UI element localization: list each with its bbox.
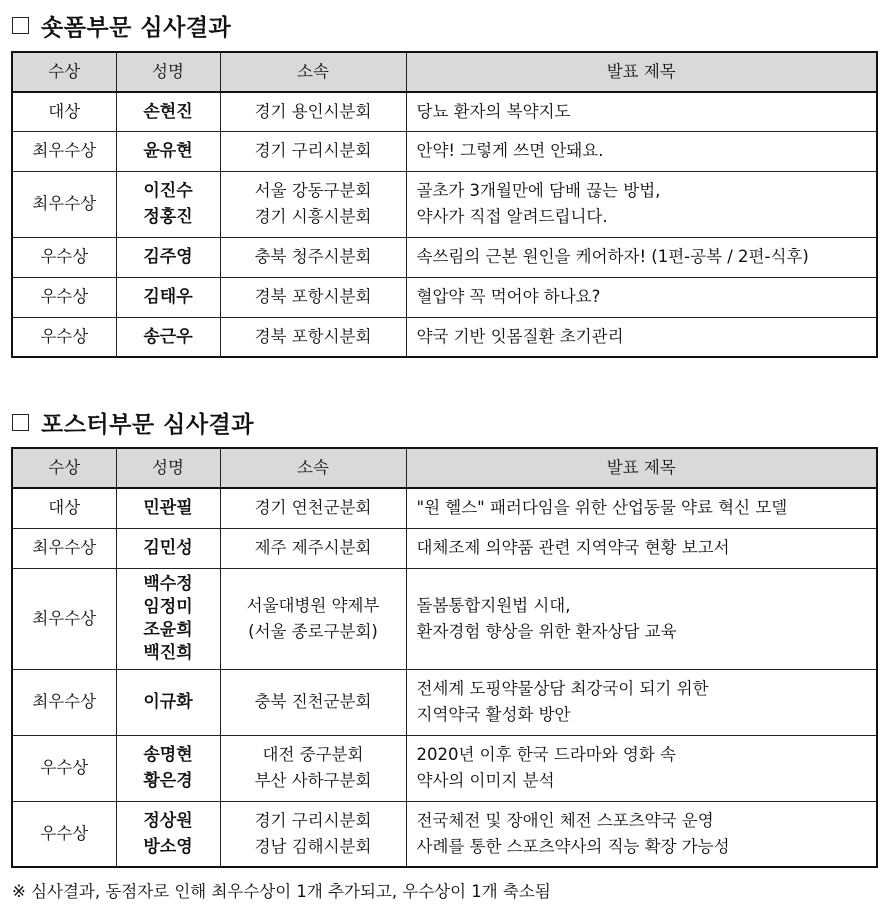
name-cell-line: 백진희 bbox=[143, 642, 193, 663]
name-cell bbox=[116, 488, 220, 528]
name-cell-line: 방소영 bbox=[143, 836, 193, 857]
affiliation-cell bbox=[220, 669, 406, 735]
title-cell-line: 속쓰림의 근본 원인을 케어하자! (1편-공복 / 2편-식후) bbox=[416, 247, 809, 266]
poster-results-table bbox=[11, 447, 878, 868]
table-row bbox=[12, 171, 877, 237]
checkbox-square-icon bbox=[12, 17, 29, 34]
header-name: 성명 bbox=[116, 448, 220, 488]
footnote: ※ 심사결과, 동점자로 인해 최우수상이 1개 추가되고, 우수상이 1개 축소됨 bbox=[12, 882, 551, 901]
shorts-results-table bbox=[11, 51, 878, 358]
affiliation-cell-line: 서울대병원 약제부 bbox=[246, 595, 380, 615]
affiliation-cell-line: 충북 청주시분회 bbox=[254, 247, 372, 266]
title-cell bbox=[406, 131, 877, 171]
title-cell-line: 2020년 이후 한국 드라마와 영화 속 bbox=[416, 745, 676, 764]
name-cell bbox=[116, 735, 220, 801]
award-cell: 우수상 bbox=[12, 801, 116, 867]
table-row bbox=[12, 317, 877, 357]
name-cell-line: 윤유현 bbox=[143, 141, 193, 161]
title-cell-line: 환자경험 향상을 위한 환자상담 교육 bbox=[416, 621, 677, 641]
table-row bbox=[12, 488, 877, 528]
name-cell-line: 조윤희 bbox=[143, 619, 193, 640]
title-cell bbox=[406, 528, 877, 568]
award-cell: 우수상 bbox=[12, 277, 116, 317]
award-cell: 최우수상 bbox=[12, 171, 116, 237]
affiliation-cell bbox=[220, 488, 406, 528]
award-cell: 최우수상 bbox=[12, 131, 116, 171]
header-award: 수상 bbox=[12, 448, 116, 488]
name-cell bbox=[116, 801, 220, 867]
affiliation-cell-line: 대전 중구분회 bbox=[262, 745, 364, 764]
award-cell: 우수상 bbox=[12, 237, 116, 277]
name-cell-line: 손현진 bbox=[143, 101, 193, 122]
title-cell-line: "원 헬스" 패러다임을 위한 산업동물 약료 혁신 모델 bbox=[416, 498, 788, 518]
name-cell-line: 황은경 bbox=[143, 771, 193, 791]
title-cell bbox=[406, 669, 877, 735]
title-cell bbox=[406, 488, 877, 528]
name-cell-line: 송명현 bbox=[143, 745, 193, 765]
name-cell-line: 김태우 bbox=[143, 287, 193, 307]
name-cell bbox=[116, 669, 220, 735]
affiliation-cell bbox=[220, 568, 406, 669]
name-cell bbox=[116, 171, 220, 237]
header-title: 발표 제목 bbox=[406, 52, 877, 92]
title-cell-line: 지역약국 활성화 방안 bbox=[416, 705, 571, 724]
table-row bbox=[12, 131, 877, 171]
award-cell: 최우수상 bbox=[12, 568, 116, 669]
table-row bbox=[12, 568, 877, 669]
title-cell-line: 골초가 3개월만에 담배 끊는 방법, bbox=[416, 181, 661, 200]
table-row bbox=[12, 92, 877, 131]
affiliation-cell-line: 서울 강동구분회 bbox=[254, 181, 372, 200]
affiliation-cell-line: 충북 진천군분회 bbox=[254, 692, 372, 711]
affiliation-cell-line: 경기 구리시분회 bbox=[254, 141, 372, 160]
title-cell bbox=[406, 92, 877, 131]
header-affiliation: 소속 bbox=[220, 448, 406, 488]
affiliation-cell-line: 경북 포항시분회 bbox=[254, 287, 372, 306]
name-cell-line: 정홍진 bbox=[143, 207, 193, 227]
title-cell-line: 약사가 직접 알려드립니다. bbox=[416, 207, 608, 226]
title-cell bbox=[406, 801, 877, 867]
award-cell: 최우수상 bbox=[12, 669, 116, 735]
poster-heading bbox=[12, 406, 254, 439]
title-cell-line: 대체조제 의약품 관련 지역약국 현황 보고서 bbox=[416, 538, 730, 557]
table-row bbox=[12, 735, 877, 801]
title-cell-line: 혈압약 꼭 먹어야 하나요? bbox=[416, 287, 601, 306]
name-cell-line: 이진수 bbox=[143, 181, 193, 201]
table-row bbox=[12, 237, 877, 277]
name-cell bbox=[116, 568, 220, 669]
affiliation-cell bbox=[220, 92, 406, 131]
table-row bbox=[12, 277, 877, 317]
name-cell-line: 민관필 bbox=[143, 498, 193, 519]
title-cell-line: 돌봄통합지원법 시대, bbox=[416, 595, 571, 615]
header-name: 성명 bbox=[116, 52, 220, 92]
name-cell bbox=[116, 317, 220, 357]
name-cell-line: 이규화 bbox=[143, 692, 193, 712]
title-cell bbox=[406, 568, 877, 669]
title-cell bbox=[406, 735, 877, 801]
affiliation-cell-line: 경기 시흥시분회 bbox=[254, 207, 372, 226]
title-cell-line: 전세계 도핑약물상담 최강국이 되기 위한 bbox=[416, 679, 709, 698]
name-cell-line: 정상원 bbox=[143, 810, 193, 831]
title-cell bbox=[406, 277, 877, 317]
affiliation-cell bbox=[220, 277, 406, 317]
affiliation-cell bbox=[220, 237, 406, 277]
title-cell-line: 사례를 통한 스포츠약사의 직능 확장 가능성 bbox=[416, 836, 730, 856]
affiliation-cell bbox=[220, 735, 406, 801]
affiliation-cell-line: (서울 종로구분회) bbox=[248, 621, 378, 641]
name-cell bbox=[116, 92, 220, 131]
affiliation-cell-line: 부산 사하구분회 bbox=[254, 771, 372, 790]
affiliation-cell-line: 경기 구리시분회 bbox=[254, 810, 372, 830]
checkbox-square-icon bbox=[12, 414, 29, 431]
table-header-row bbox=[12, 448, 877, 488]
name-cell-line: 백수정 bbox=[143, 573, 193, 594]
affiliation-cell bbox=[220, 131, 406, 171]
affiliation-cell-line: 경기 용인시분회 bbox=[254, 101, 372, 121]
title-cell bbox=[406, 171, 877, 237]
header-award: 수상 bbox=[12, 52, 116, 92]
title-cell-line: 약사의 이미지 분석 bbox=[416, 771, 555, 790]
award-cell: 우수상 bbox=[12, 735, 116, 801]
title-cell-line: 당뇨 환자의 복약지도 bbox=[416, 101, 571, 121]
affiliation-cell bbox=[220, 171, 406, 237]
affiliation-cell bbox=[220, 801, 406, 867]
affiliation-cell bbox=[220, 317, 406, 357]
award-cell: 우수상 bbox=[12, 317, 116, 357]
table-row bbox=[12, 801, 877, 867]
award-cell: 최우수상 bbox=[12, 528, 116, 568]
name-cell-line: 김민성 bbox=[143, 538, 193, 558]
table-header-row bbox=[12, 52, 877, 92]
title-cell-line: 전국체전 및 장애인 체전 스포츠약국 운영 bbox=[416, 810, 714, 830]
poster-heading-text: 포스터부문 심사결과 bbox=[41, 412, 254, 438]
affiliation-cell-line: 제주 제주시분회 bbox=[254, 538, 372, 557]
name-cell-line: 임정미 bbox=[143, 596, 193, 617]
name-cell-line: 김주영 bbox=[143, 247, 193, 267]
affiliation-cell-line: 경기 연천군분회 bbox=[254, 498, 372, 518]
shorts-heading bbox=[12, 9, 231, 42]
affiliation-cell bbox=[220, 528, 406, 568]
award-cell: 대상 bbox=[12, 92, 116, 131]
table-row bbox=[12, 669, 877, 735]
title-cell bbox=[406, 317, 877, 357]
name-cell bbox=[116, 528, 220, 568]
name-cell-line: 송근우 bbox=[143, 326, 193, 347]
table-row bbox=[12, 528, 877, 568]
affiliation-cell-line: 경남 김해시분회 bbox=[254, 836, 372, 856]
name-cell bbox=[116, 237, 220, 277]
header-title: 발표 제목 bbox=[406, 448, 877, 488]
title-cell-line: 안약! 그렇게 쓰면 안돼요. bbox=[416, 141, 604, 160]
shorts-heading-text: 숏폼부문 심사결과 bbox=[41, 15, 232, 41]
name-cell bbox=[116, 277, 220, 317]
title-cell bbox=[406, 237, 877, 277]
award-cell: 대상 bbox=[12, 488, 116, 528]
affiliation-cell-line: 경북 포항시분회 bbox=[254, 326, 372, 346]
title-cell-line: 약국 기반 잇몸질환 초기관리 bbox=[416, 326, 624, 346]
header-affiliation: 소속 bbox=[220, 52, 406, 92]
name-cell bbox=[116, 131, 220, 171]
